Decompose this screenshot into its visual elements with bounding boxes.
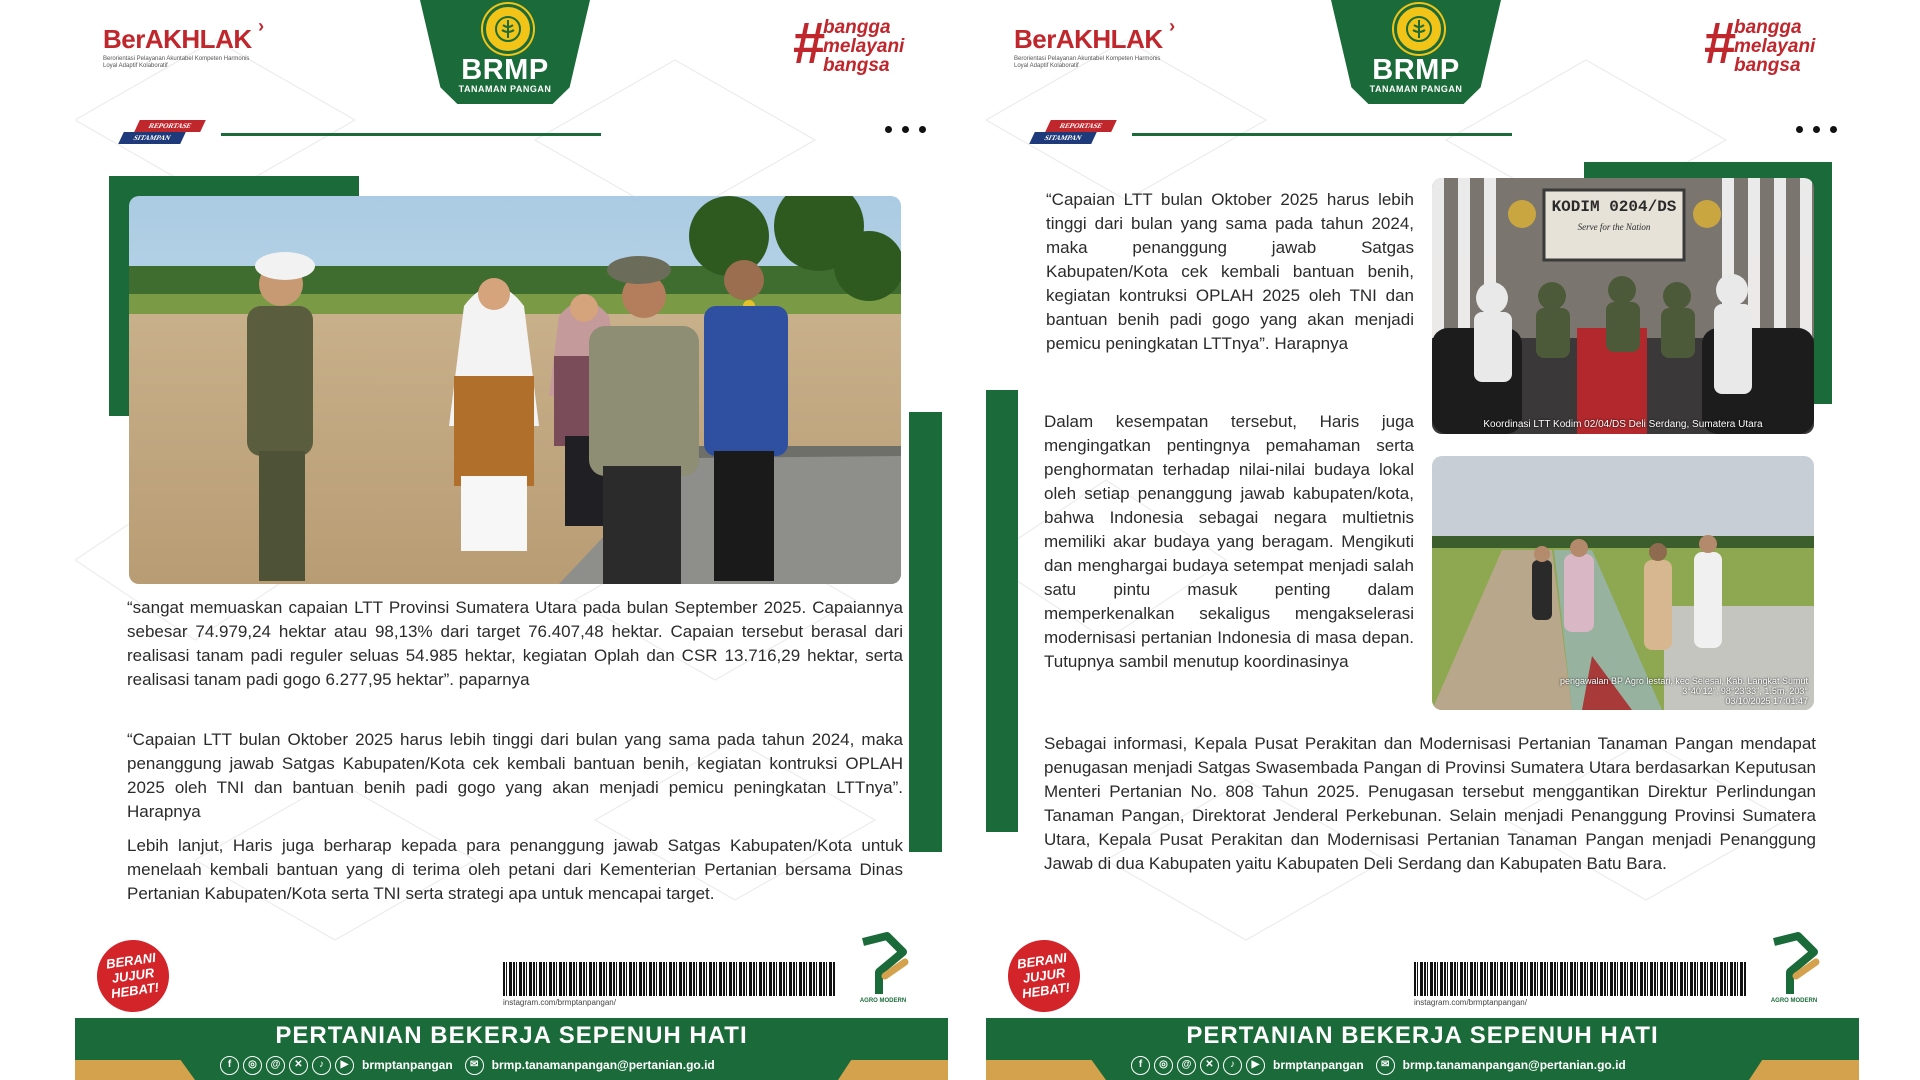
field-photo-caption: pengawalan BP Agro lestari, kec Selesai, Kab. Langkat Sumut 3°40'12", 98°23'33", 1.5m, 203° 03/10/2025 17:01:47 xyxy=(1560,676,1808,706)
tiktok-icon[interactable]: ♪ xyxy=(1223,1056,1242,1075)
more-dots-icon xyxy=(885,126,926,133)
badge-bottom-label: SITAMPAN xyxy=(118,132,186,144)
instagram-url: instagram.com/brmptanpangan/ xyxy=(503,998,616,1007)
tiktok-icon[interactable]: ♪ xyxy=(312,1056,331,1075)
youtube-icon[interactable]: ▶ xyxy=(1246,1056,1265,1075)
footer-social-row xyxy=(1131,1055,1634,1075)
bangga-text: bangga melayani bangsa xyxy=(1734,17,1816,76)
x-icon[interactable]: ✕ xyxy=(1200,1056,1219,1075)
footer-gold-right xyxy=(838,1060,948,1080)
left-paragraph-1: “sangat memuaskan capaian LTT Provinsi Sumatera Utara pada bulan September 2025. Capaiannya sebesar 74.979,24 hektar atau 98,13% dari target 76.407,48 hektar. Capaian tersebut berasal dari realisasi tanam padi reguler seluas 54.985 hektar, kegiatan Oplah dan CSR 13.716,29 hektar, serta realisasi tanam padi gogo 6.277,95 hektar”. paparnya xyxy=(127,598,903,689)
instagram-url: instagram.com/brmptanpangan/ xyxy=(1414,998,1527,1007)
agro-modern-logo xyxy=(853,932,915,1002)
header-divider xyxy=(1132,133,1512,136)
berakhlak-tagline: Berorientasi Pelayanan Akuntabel Kompeten Harmonis Loyal Adaptif Kolaboratif xyxy=(103,56,250,69)
facebook-icon[interactable]: f xyxy=(1131,1056,1150,1075)
right-page xyxy=(986,0,1859,1080)
footer-bar xyxy=(75,1018,948,1080)
left-paragraph-2: “Capaian LTT bulan Oktober 2025 harus lebih tinggi dari bulan yang sama pada tahun 2024, maka penanggung jawab Satgas Kabupaten/Kota cek kembali bantuan benih, kegiatan kontruksi OPLAH 2025 oleh TNI dan bantuan benih padi gogo yang akan menjadi pemicu peningkatan LTTnya”. Harapnya xyxy=(127,730,903,821)
more-dots-icon xyxy=(1796,126,1837,133)
footer-social-row xyxy=(220,1055,723,1075)
berani-jujur-hebat-sticker: BERANI JUJUR HEBAT! xyxy=(92,935,173,1016)
facebook-icon[interactable]: f xyxy=(220,1056,239,1075)
footer-email[interactable]: brmp.tanamanpangan@pertanian.go.id xyxy=(1402,1058,1626,1072)
reportase-badge xyxy=(111,120,209,144)
footer-gold-left xyxy=(986,1060,1106,1080)
footer-slogan: PERTANIAN BEKERJA SEPENUH HATI xyxy=(1186,1022,1659,1049)
agro-modern-logo xyxy=(1764,932,1826,1002)
social-handle[interactable]: brmptanpangan xyxy=(362,1058,453,1072)
left-page xyxy=(75,0,948,1080)
brmp-logo-subtitle: TANAMAN PANGAN xyxy=(1369,84,1463,94)
threads-icon[interactable]: @ xyxy=(266,1056,285,1075)
berakhlak-tagline: Berorientasi Pelayanan Akuntabel Kompeten Harmonis Loyal Adaptif Kolaboratif xyxy=(1014,56,1161,69)
kodim-meeting-photo xyxy=(1432,178,1814,434)
kodim-sign-subtext: Serve for the Nation xyxy=(1577,222,1651,232)
footer-gold-right xyxy=(1749,1060,1859,1080)
social-handle[interactable]: brmptanpangan xyxy=(1273,1058,1364,1072)
brmp-logo-title: BRMP xyxy=(1372,54,1460,86)
field-inspection-photo xyxy=(129,196,901,584)
barcode-image xyxy=(1414,962,1746,996)
bangga-text: bangga melayani bangsa xyxy=(823,17,905,76)
bangga-melayani-bangsa-logo: # bangga melayani bangsa xyxy=(1704,18,1834,78)
right-paragraph-1: “Capaian LTT bulan Oktober 2025 harus lebih tinggi dari bulan yang sama pada tahun 2024, maka penanggung jawab Satgas Kabupaten/Kota cek kembali bantuan benih, kegiatan kontruksi OPLAH 2025 oleh TNI dan bantuan benih padi gogo yang akan menjadi pemicu peningkatan LTTnya”. Harapnya xyxy=(1046,190,1414,353)
bangga-melayani-bangsa-logo: # bangga melayani bangsa xyxy=(793,18,923,78)
threads-icon[interactable]: @ xyxy=(1177,1056,1196,1075)
instagram-icon[interactable]: ◎ xyxy=(1154,1056,1173,1075)
brmp-logo-title: BRMP xyxy=(461,54,549,86)
mail-icon[interactable]: ✉ xyxy=(465,1056,484,1075)
x-icon[interactable]: ✕ xyxy=(289,1056,308,1075)
badge-bottom-label: SITAMPAN xyxy=(1029,132,1097,144)
badge-top-label: REPORTASE xyxy=(1045,120,1117,132)
barcode-image xyxy=(503,962,835,996)
mail-icon[interactable]: ✉ xyxy=(1376,1056,1395,1075)
agro-modern-caption: AGRO MODERN xyxy=(859,998,907,1004)
berani-jujur-hebat-sticker: BERANI JUJUR HEBAT! xyxy=(1003,935,1084,1016)
footer-gold-left xyxy=(75,1060,195,1080)
berakhlak-logo: BerAKHLAK › xyxy=(103,16,264,54)
field-inspection-photo-2 xyxy=(1432,456,1814,710)
right-paragraph-3: Sebagai informasi, Kepala Pusat Perakitan dan Modernisasi Pertanian Tanaman Pangan mendapat penugasan menjadi Satgas Swasembada Pangan di Provinsi Sumatera Utara berdasarkan Keputusan Menteri Pertanian No. 808 Tahun 2025. Penugasan tersebut menggantikan Direktur Perlindungan Tanaman Pangan, Direktorat Jenderal Perkebunan. Selain menjadi Penanggung Provinsi Sumatera Utara, Kepala Pusat Perakitan dan Modernisasi Pertanian Tanaman Pangan menjadi Penanggung Jawab di dua Kabupaten yaitu Kabupaten Deli Serdang dan Kabupaten Batu Bara. xyxy=(1044,734,1816,873)
reportase-badge xyxy=(1022,120,1120,144)
badge-top-label: REPORTASE xyxy=(134,120,206,132)
footer-email[interactable]: brmp.tanamanpangan@pertanian.go.id xyxy=(491,1058,715,1072)
kodim-photo-caption: Koordinasi LTT Kodim 02/04/DS Deli Serdang, Sumatera Utara xyxy=(1483,419,1763,430)
ministry-emblem-icon xyxy=(1394,4,1444,54)
brmp-logo-subtitle: TANAMAN PANGAN xyxy=(458,84,552,94)
green-accent-right xyxy=(909,412,942,852)
header-divider xyxy=(221,133,601,136)
footer-slogan: PERTANIAN BEKERJA SEPENUH HATI xyxy=(275,1022,748,1049)
instagram-icon[interactable]: ◎ xyxy=(243,1056,262,1075)
ministry-emblem-icon xyxy=(483,4,533,54)
agro-modern-caption: AGRO MODERN xyxy=(1770,998,1818,1004)
footer-bar xyxy=(986,1018,1859,1080)
green-accent-left xyxy=(986,390,1018,832)
berakhlak-logo: BerAKHLAK › xyxy=(1014,16,1175,54)
youtube-icon[interactable]: ▶ xyxy=(335,1056,354,1075)
left-paragraph-3: Lebih lanjut, Haris juga berharap kepada para penanggung jawab Satgas Kabupaten/Kota untuk menelaah kembali bantuan yang di terima oleh petani dari Kementerian Pertanian bersama Dinas Pertanian Kabupaten/Kota serta TNI serta strategi apa untuk mencapai target. xyxy=(127,836,903,903)
kodim-sign-text: KODIM 0204/DS xyxy=(1551,198,1677,216)
right-paragraph-2: Dalam kesempatan tersebut, Haris juga mengingatkan pentingnya pemahaman serta penghormatan terhadap nilai-nilai budaya lokal oleh setiap penanggung jawab kabupaten/kota, bahwa Indonesia sebagai negara multietnis memiliki akar budaya yang beragam. Mengikuti dan menghargai budaya setempat menjadi salah satu pintu masuk penting dalam memperkenalkan sekaligus mengakselerasi modernisasi pertanian Indonesia di masa depan. Tutupnya sambil menutup koordinasinya xyxy=(1044,412,1414,671)
